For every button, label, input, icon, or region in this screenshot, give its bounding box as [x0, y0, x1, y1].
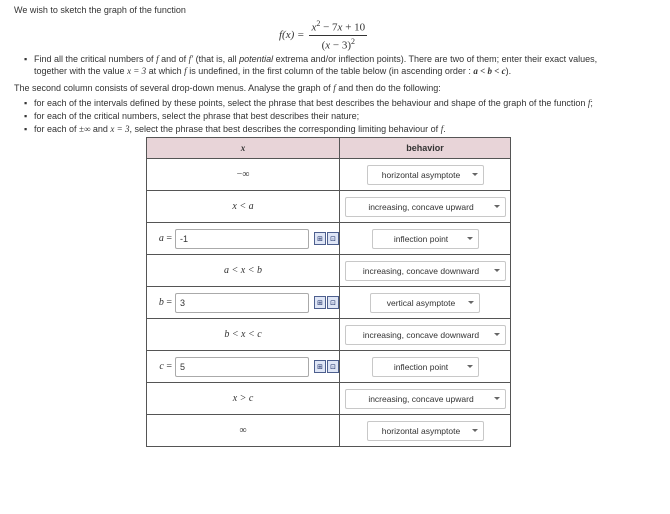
math-palette-icon[interactable]: ⊡ [327, 296, 339, 309]
dropdown-instructions: The second column consists of several drop-down menus. Analyse the graph of f and then do the following: [14, 83, 441, 93]
interval-label: −∞ [147, 159, 340, 191]
table-row [147, 351, 511, 383]
chevron-down-icon [467, 237, 473, 240]
chevron-down-icon [494, 397, 500, 400]
formula-denominator: $(x - 3)^2$ [321, 36, 356, 52]
chevron-down-icon [467, 365, 473, 368]
header-x: x [147, 138, 340, 159]
equation-editor-icon[interactable]: ⊞ [314, 232, 326, 245]
behavior-dropdown[interactable]: increasing, concave upward [345, 389, 506, 409]
equation-editor-icon[interactable]: ⊞ [314, 296, 326, 309]
formula-numerator: $x^2 - 7x + 10$ [311, 19, 366, 34]
behavior-dropdown[interactable]: horizontal asymptote [367, 421, 484, 441]
interval-label: a < x < b [147, 255, 340, 287]
chevron-down-icon [472, 173, 478, 176]
behavior-dropdown[interactable]: increasing, concave downward [345, 261, 506, 281]
instruction-bullet-limits: ▪ for each of ±∞ and x = 3, select the phrase that best describes the corresponding limiting behaviour of f. [24, 124, 446, 134]
formula-lhs: f(x) = [279, 29, 305, 42]
instruction-bullet-intervals: ▪ for each of the intervals defined by these points, select the phrase that best describes the behaviour and shape of the graph of the function f; [24, 98, 593, 108]
instruction-bullet-critical-nature: ▪ for each of the critical numbers, select the phrase that best describes their nature; [24, 111, 360, 121]
intro-text: We wish to sketch the graph of the function [14, 5, 186, 15]
behavior-dropdown[interactable]: increasing, concave downward [345, 325, 506, 345]
table-row [147, 159, 511, 191]
behavior-dropdown[interactable]: inflection point [372, 357, 479, 377]
header-behavior: behavior [340, 138, 511, 159]
behavior-dropdown[interactable]: vertical asymptote [370, 293, 480, 313]
equation-editor-icon[interactable]: ⊞ [314, 360, 326, 373]
table-row [147, 255, 511, 287]
critical-label-b: b = [158, 297, 172, 308]
chevron-down-icon [494, 205, 500, 208]
behavior-dropdown[interactable]: increasing, concave upward [345, 197, 506, 217]
interval-label: ∞ [147, 415, 340, 447]
interval-label: x > c [147, 383, 340, 415]
critical-value-b-input[interactable] [175, 293, 309, 313]
table-row [147, 287, 511, 319]
table-row [147, 191, 511, 223]
table-row [147, 223, 511, 255]
critical-value-c-input[interactable] [175, 357, 309, 377]
table-row [147, 319, 511, 351]
chevron-down-icon [494, 333, 500, 336]
function-formula [279, 19, 367, 51]
behavior-dropdown[interactable]: inflection point [372, 229, 479, 249]
interval-label: x < a [147, 191, 340, 223]
critical-label-a: a = [158, 233, 172, 244]
table-row [147, 383, 511, 415]
chevron-down-icon [472, 429, 478, 432]
chevron-down-icon [494, 269, 500, 272]
critical-label-c: c = [159, 361, 172, 372]
instruction-bullet-critical: ▪ Find all the critical numbers of f and of f′ (that is, all potential extrema and/or inflection points). There are two of them; enter their exact values, together with the value x = 3 at which f is undefined, in the first column of the table below (in ascending order : a < b < c). [24, 54, 598, 76]
table-row [147, 415, 511, 447]
math-palette-icon[interactable]: ⊡ [327, 232, 339, 245]
chevron-down-icon [468, 301, 474, 304]
interval-label: b < x < c [147, 319, 340, 351]
math-palette-icon[interactable]: ⊡ [327, 360, 339, 373]
critical-value-a-input[interactable] [175, 229, 309, 249]
behavior-table [146, 137, 511, 447]
behavior-dropdown[interactable]: horizontal asymptote [367, 165, 484, 185]
